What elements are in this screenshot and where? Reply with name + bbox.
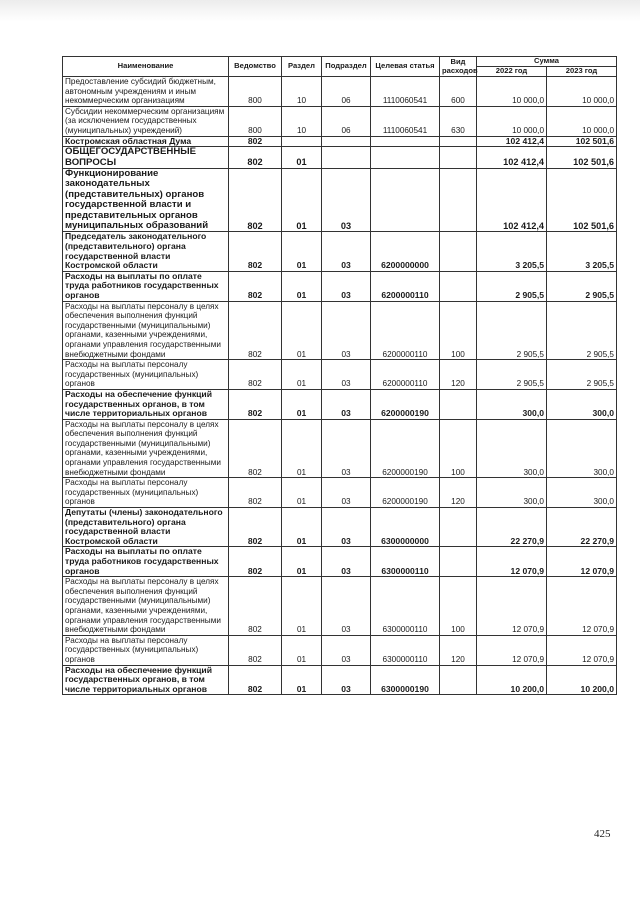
cell-type: 100 xyxy=(440,577,477,636)
cell-v2023: 3 205,5 xyxy=(547,232,617,271)
cell-v2023: 10 200,0 xyxy=(547,665,617,695)
cell-name: Субсидии некоммерческим организациям (за исключением государственных (муниципальных) учреждений) xyxy=(63,106,229,136)
cell-target xyxy=(371,168,440,231)
cell-dept: 802 xyxy=(229,577,282,636)
table-row xyxy=(63,635,617,665)
cell-dept: 802 xyxy=(229,360,282,390)
cell-sub: 06 xyxy=(322,77,371,107)
cell-type: 100 xyxy=(440,419,477,478)
cell-sub: 03 xyxy=(322,301,371,360)
cell-dept: 802 xyxy=(229,232,282,271)
table-row xyxy=(63,419,617,478)
cell-name: Расходы на выплаты по оплате труда работников государственных органов xyxy=(63,271,229,301)
cell-v2023: 102 501,6 xyxy=(547,136,617,147)
cell-sec: 01 xyxy=(282,419,322,478)
cell-type xyxy=(440,389,477,419)
cell-v2022: 2 905,5 xyxy=(477,271,547,301)
cell-v2022: 12 070,9 xyxy=(477,635,547,665)
cell-v2022: 10 000,0 xyxy=(477,106,547,136)
cell-target: 6300000110 xyxy=(371,635,440,665)
table-row xyxy=(63,547,617,577)
cell-name: Депутаты (члены) законодательного (представительного) органа государственной власти Костромской области xyxy=(63,508,229,547)
table-row xyxy=(63,168,617,231)
cell-name: Расходы на выплаты персоналу в целях обеспечения выполнения функций государственными (муниципальными) органами, казенными учреждениями, органами управления государственными внебюджетными фондами xyxy=(63,577,229,636)
cell-name: Расходы на выплаты персоналу в целях обеспечения выполнения функций государственными (муниципальными) органами, казенными учреждениями, органами управления государственными внебюджетными фондами xyxy=(63,301,229,360)
cell-v2022: 300,0 xyxy=(477,419,547,478)
cell-name: Костромская областная Дума xyxy=(63,136,229,147)
cell-sec: 01 xyxy=(282,301,322,360)
cell-v2023: 2 905,5 xyxy=(547,360,617,390)
cell-name: ОБЩЕГОСУДАРСТВЕННЫЕ ВОПРОСЫ xyxy=(63,147,229,169)
cell-v2023: 102 501,6 xyxy=(547,147,617,169)
cell-name: Председатель законодательного (представительного) органа государственной власти Костромской области xyxy=(63,232,229,271)
table-body xyxy=(63,77,617,695)
cell-type: 100 xyxy=(440,301,477,360)
cell-sub xyxy=(322,147,371,169)
cell-dept: 800 xyxy=(229,106,282,136)
cell-sec: 01 xyxy=(282,271,322,301)
cell-v2022: 3 205,5 xyxy=(477,232,547,271)
cell-sub: 03 xyxy=(322,508,371,547)
header-sum: Сумма xyxy=(477,57,617,67)
cell-sub: 06 xyxy=(322,106,371,136)
table-row xyxy=(63,271,617,301)
cell-target: 6200000190 xyxy=(371,478,440,508)
cell-sub: 03 xyxy=(322,168,371,231)
cell-sec: 01 xyxy=(282,508,322,547)
cell-name: Расходы на обеспечение функций государственных органов, в том числе территориальных органов xyxy=(63,665,229,695)
header-target: Целевая статья xyxy=(371,57,440,77)
cell-v2022: 2 905,5 xyxy=(477,360,547,390)
cell-target xyxy=(371,147,440,169)
cell-target: 6300000110 xyxy=(371,547,440,577)
cell-name: Расходы на выплаты персоналу государственных (муниципальных) органов xyxy=(63,635,229,665)
cell-name: Расходы на выплаты персоналу государственных (муниципальных) органов xyxy=(63,360,229,390)
cell-dept: 800 xyxy=(229,77,282,107)
cell-sec xyxy=(282,136,322,147)
cell-sub: 03 xyxy=(322,635,371,665)
cell-v2022: 300,0 xyxy=(477,478,547,508)
table-row xyxy=(63,360,617,390)
cell-dept: 802 xyxy=(229,419,282,478)
header-exp-type: Вид расходов xyxy=(440,57,477,77)
cell-v2022: 12 070,9 xyxy=(477,547,547,577)
cell-v2023: 10 000,0 xyxy=(547,106,617,136)
cell-type xyxy=(440,271,477,301)
cell-v2022: 102 412,4 xyxy=(477,136,547,147)
cell-sec: 01 xyxy=(282,232,322,271)
cell-v2023: 12 070,9 xyxy=(547,547,617,577)
cell-dept: 802 xyxy=(229,147,282,169)
cell-v2022: 10 000,0 xyxy=(477,77,547,107)
cell-dept: 802 xyxy=(229,635,282,665)
cell-sub: 03 xyxy=(322,577,371,636)
cell-sec: 01 xyxy=(282,168,322,231)
cell-type: 600 xyxy=(440,77,477,107)
cell-name: Расходы на выплаты по оплате труда работников государственных органов xyxy=(63,547,229,577)
cell-sec: 01 xyxy=(282,547,322,577)
table-row xyxy=(63,301,617,360)
cell-target: 6200000110 xyxy=(371,360,440,390)
cell-dept: 802 xyxy=(229,168,282,231)
cell-dept: 802 xyxy=(229,547,282,577)
cell-dept: 802 xyxy=(229,508,282,547)
table-row xyxy=(63,577,617,636)
cell-sub: 03 xyxy=(322,232,371,271)
cell-v2023: 10 000,0 xyxy=(547,77,617,107)
cell-sec: 01 xyxy=(282,389,322,419)
table-row xyxy=(63,106,617,136)
cell-name: Расходы на обеспечение функций государственных органов, в том числе территориальных органов xyxy=(63,389,229,419)
cell-target: 1110060541 xyxy=(371,77,440,107)
cell-sub: 03 xyxy=(322,419,371,478)
cell-dept: 802 xyxy=(229,389,282,419)
cell-target: 6300000190 xyxy=(371,665,440,695)
header-subsection: Подраздел xyxy=(322,57,371,77)
cell-type xyxy=(440,547,477,577)
cell-target: 6300000110 xyxy=(371,577,440,636)
cell-target: 6200000110 xyxy=(371,271,440,301)
cell-v2023: 300,0 xyxy=(547,419,617,478)
table-row xyxy=(63,77,617,107)
cell-type xyxy=(440,147,477,169)
header-section: Раздел xyxy=(282,57,322,77)
cell-type: 120 xyxy=(440,360,477,390)
cell-sub: 03 xyxy=(322,271,371,301)
cell-v2023: 102 501,6 xyxy=(547,168,617,231)
table-row xyxy=(63,136,617,147)
cell-sec: 01 xyxy=(282,577,322,636)
table-row xyxy=(63,508,617,547)
cell-type xyxy=(440,508,477,547)
cell-sub: 03 xyxy=(322,547,371,577)
cell-v2023: 12 070,9 xyxy=(547,635,617,665)
cell-target: 6200000110 xyxy=(371,301,440,360)
cell-dept: 802 xyxy=(229,665,282,695)
cell-sec: 01 xyxy=(282,478,322,508)
table-row xyxy=(63,147,617,169)
cell-type xyxy=(440,168,477,231)
table-row xyxy=(63,232,617,271)
cell-v2022: 22 270,9 xyxy=(477,508,547,547)
cell-target: 6200000190 xyxy=(371,419,440,478)
cell-sub: 03 xyxy=(322,360,371,390)
header-2023: 2023 год xyxy=(547,67,617,77)
budget-table xyxy=(62,56,617,695)
cell-v2022: 10 200,0 xyxy=(477,665,547,695)
cell-v2023: 2 905,5 xyxy=(547,301,617,360)
cell-sub: 03 xyxy=(322,665,371,695)
cell-target: 6200000190 xyxy=(371,389,440,419)
cell-dept: 802 xyxy=(229,136,282,147)
cell-name: Предоставление субсидий бюджетным, автономным учреждениям и иным некоммерческим организациям xyxy=(63,77,229,107)
table-row xyxy=(63,478,617,508)
cell-name: Функционирование законодательных (представительных) органов государственной власти и представительных органов муниципальных образований xyxy=(63,168,229,231)
cell-dept: 802 xyxy=(229,271,282,301)
cell-sub xyxy=(322,136,371,147)
cell-name: Расходы на выплаты персоналу в целях обеспечения выполнения функций государственными (муниципальными) органами, казенными учреждениями, органами управления государственными внебюджетными фондами xyxy=(63,419,229,478)
scan-top-edge xyxy=(0,0,640,22)
cell-name: Расходы на выплаты персоналу государственных (муниципальных) органов xyxy=(63,478,229,508)
cell-v2022: 102 412,4 xyxy=(477,147,547,169)
table-row xyxy=(63,665,617,695)
cell-v2023: 300,0 xyxy=(547,389,617,419)
cell-target: 6200000000 xyxy=(371,232,440,271)
cell-v2022: 2 905,5 xyxy=(477,301,547,360)
page-number: 425 xyxy=(594,828,611,840)
cell-target xyxy=(371,136,440,147)
cell-target: 1110060541 xyxy=(371,106,440,136)
cell-v2022: 12 070,9 xyxy=(477,577,547,636)
header-name: Наименование xyxy=(63,57,229,77)
cell-sec: 01 xyxy=(282,147,322,169)
cell-dept: 802 xyxy=(229,478,282,508)
cell-type xyxy=(440,136,477,147)
table-row xyxy=(63,389,617,419)
header-dept: Ведомство xyxy=(229,57,282,77)
cell-sub: 03 xyxy=(322,389,371,419)
cell-dept: 802 xyxy=(229,301,282,360)
cell-v2023: 300,0 xyxy=(547,478,617,508)
cell-v2023: 2 905,5 xyxy=(547,271,617,301)
cell-type: 120 xyxy=(440,635,477,665)
cell-type: 120 xyxy=(440,478,477,508)
cell-type: 630 xyxy=(440,106,477,136)
cell-v2022: 300,0 xyxy=(477,389,547,419)
cell-type xyxy=(440,665,477,695)
cell-sub: 03 xyxy=(322,478,371,508)
cell-target: 6300000000 xyxy=(371,508,440,547)
cell-v2023: 12 070,9 xyxy=(547,577,617,636)
cell-sec: 10 xyxy=(282,106,322,136)
cell-sec: 01 xyxy=(282,635,322,665)
cell-sec: 01 xyxy=(282,665,322,695)
header-2022: 2022 год xyxy=(477,67,547,77)
cell-v2023: 22 270,9 xyxy=(547,508,617,547)
cell-sec: 01 xyxy=(282,360,322,390)
cell-type xyxy=(440,232,477,271)
cell-v2022: 102 412,4 xyxy=(477,168,547,231)
cell-sec: 10 xyxy=(282,77,322,107)
